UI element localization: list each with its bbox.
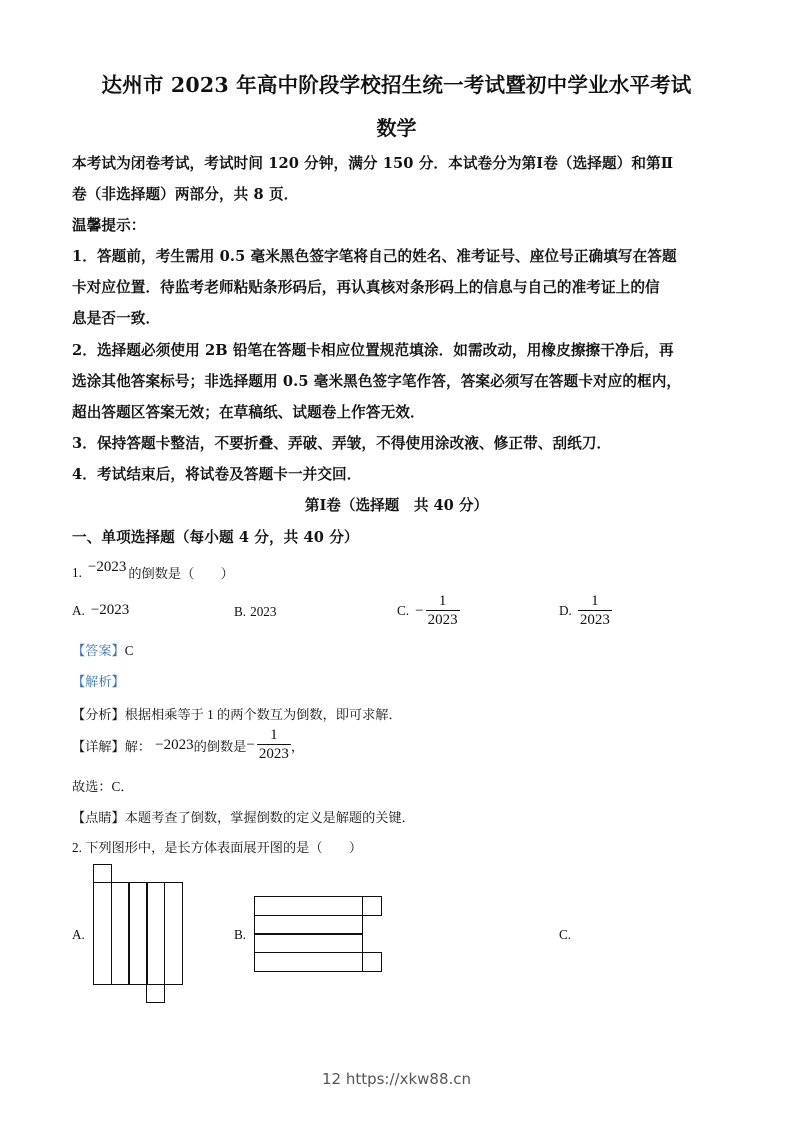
q1-option-a: A. −2023 — [72, 602, 130, 618]
volume-title: 第Ⅰ卷（选择题 共 40 分） — [304, 497, 489, 514]
tip-1-line-2: 卡对应位置．待监考老师粘贴条形码后，再认真核对条形码上的信息与自己的准考证上的信 — [72, 279, 660, 296]
tip-2-line-2: 选涂其他答案标号；非选择题用 0.5 毫米黑色签字笔作答，答案必须写在答题卡对应的框内， — [72, 373, 682, 390]
figure-a-bottom-square — [146, 984, 165, 1003]
fraction: $\frac{1}{2023}$ — [579, 593, 610, 628]
subject-title: 数学 — [376, 116, 417, 140]
q1-answer — [72, 640, 134, 659]
q1-conclusion: 故选：C． — [72, 779, 134, 794]
q1-option-b: B. 2023 — [234, 604, 277, 619]
fraction: $\frac{1}{2023}$ — [258, 727, 289, 762]
fenxi-label: 【分析】 — [72, 707, 125, 722]
answer-label: 【答案】 — [72, 643, 125, 658]
dianjing-label: 【点睛】 — [72, 810, 125, 825]
intro-line-1: 本考试为闭卷考试，考试时间 120 分钟，满分 150 分．本试卷分为第Ⅰ卷（选择题）和第Ⅱ — [72, 155, 674, 172]
figure-b-bottom-square — [362, 952, 382, 972]
q1-stem — [72, 559, 234, 582]
xiangjie-label: 【详解】 — [72, 738, 125, 754]
tip-4: 4．考试结束后，将试卷及答题卡一并交回． — [72, 466, 362, 483]
answer-value: C — [124, 643, 134, 658]
q1-stem-text: 的倒数是（ ） — [128, 566, 234, 581]
figure-a-main-rect — [93, 882, 183, 985]
figure-b-divider — [254, 933, 363, 935]
q1-number: 1. — [72, 564, 82, 580]
figure-b-divider — [254, 952, 363, 953]
figure-a-top-square — [93, 864, 112, 883]
part-title: 一、单项选择题（每小题 4 分，共 40 分） — [72, 529, 359, 546]
intro-line-2: 卷（非选择题）两部分，共 8 页． — [72, 186, 299, 203]
tip-3: 3．保持答题卡整洁，不要折叠、弄破、弄皱，不得使用涂改液、修正带、刮纸刀． — [72, 435, 612, 452]
q1-option-c: C. − $\frac{1}{2023}$ — [397, 593, 458, 628]
q1-fenxi — [72, 704, 402, 723]
tips-heading: 温馨提示： — [72, 217, 146, 234]
figure-a-divider — [128, 882, 130, 985]
q1-stem-math: −2023 — [87, 559, 127, 575]
q2-option-c-label: C. — [559, 927, 572, 942]
q1-dianjing — [72, 807, 415, 826]
fraction: $\frac{1}{2023}$ — [427, 593, 458, 628]
figure-b-top-square — [362, 896, 382, 916]
q1-option-d: D. $\frac{1}{2023}$ — [559, 593, 610, 628]
figure-b-divider — [254, 915, 363, 916]
q2-option-a-label: A. — [72, 927, 85, 942]
page-footer: 12 https://xkw88.cn — [321, 1070, 472, 1088]
analysis-label: 【解析】 — [72, 674, 125, 689]
q2-option-b-label: B. — [234, 927, 247, 942]
q2-stem: 2. 下列图形中，是长方体表面展开图的是（ ） — [72, 840, 363, 855]
dianjing-text: 本题考查了倒数，掌握倒数的定义是解题的关键． — [124, 810, 415, 825]
figure-a-divider — [111, 882, 112, 985]
q1-xiangjie: 【详解】 解： −2023 的倒数是 − $\frac{1}{2023}$ ， — [72, 727, 304, 762]
tip-1-line-1: 1．答题前，考生需用 0.5 毫米黑色签字笔将自己的姓名、准考证号、座位号正确填写在答题 — [72, 248, 677, 265]
tip-1-line-3: 息是否一致． — [72, 310, 161, 327]
tip-2-line-3: 超出答题区答案无效；在草稿纸、试题卷上作答无效． — [72, 404, 425, 421]
exam-title: 达州市 2023 年高中阶段学校招生统一考试暨初中学业水平考试 — [101, 73, 692, 97]
figure-a-divider — [146, 882, 148, 985]
fenxi-text: 根据相乘等于 1 的两个数互为倒数，即可求解． — [124, 707, 402, 722]
tip-2-line-1: 2．选择题必须使用 2B 铅笔在答题卡相应位置规范填涂．如需改动，用橡皮擦擦干净后，再 — [72, 342, 674, 359]
figure-a-divider — [164, 882, 165, 985]
